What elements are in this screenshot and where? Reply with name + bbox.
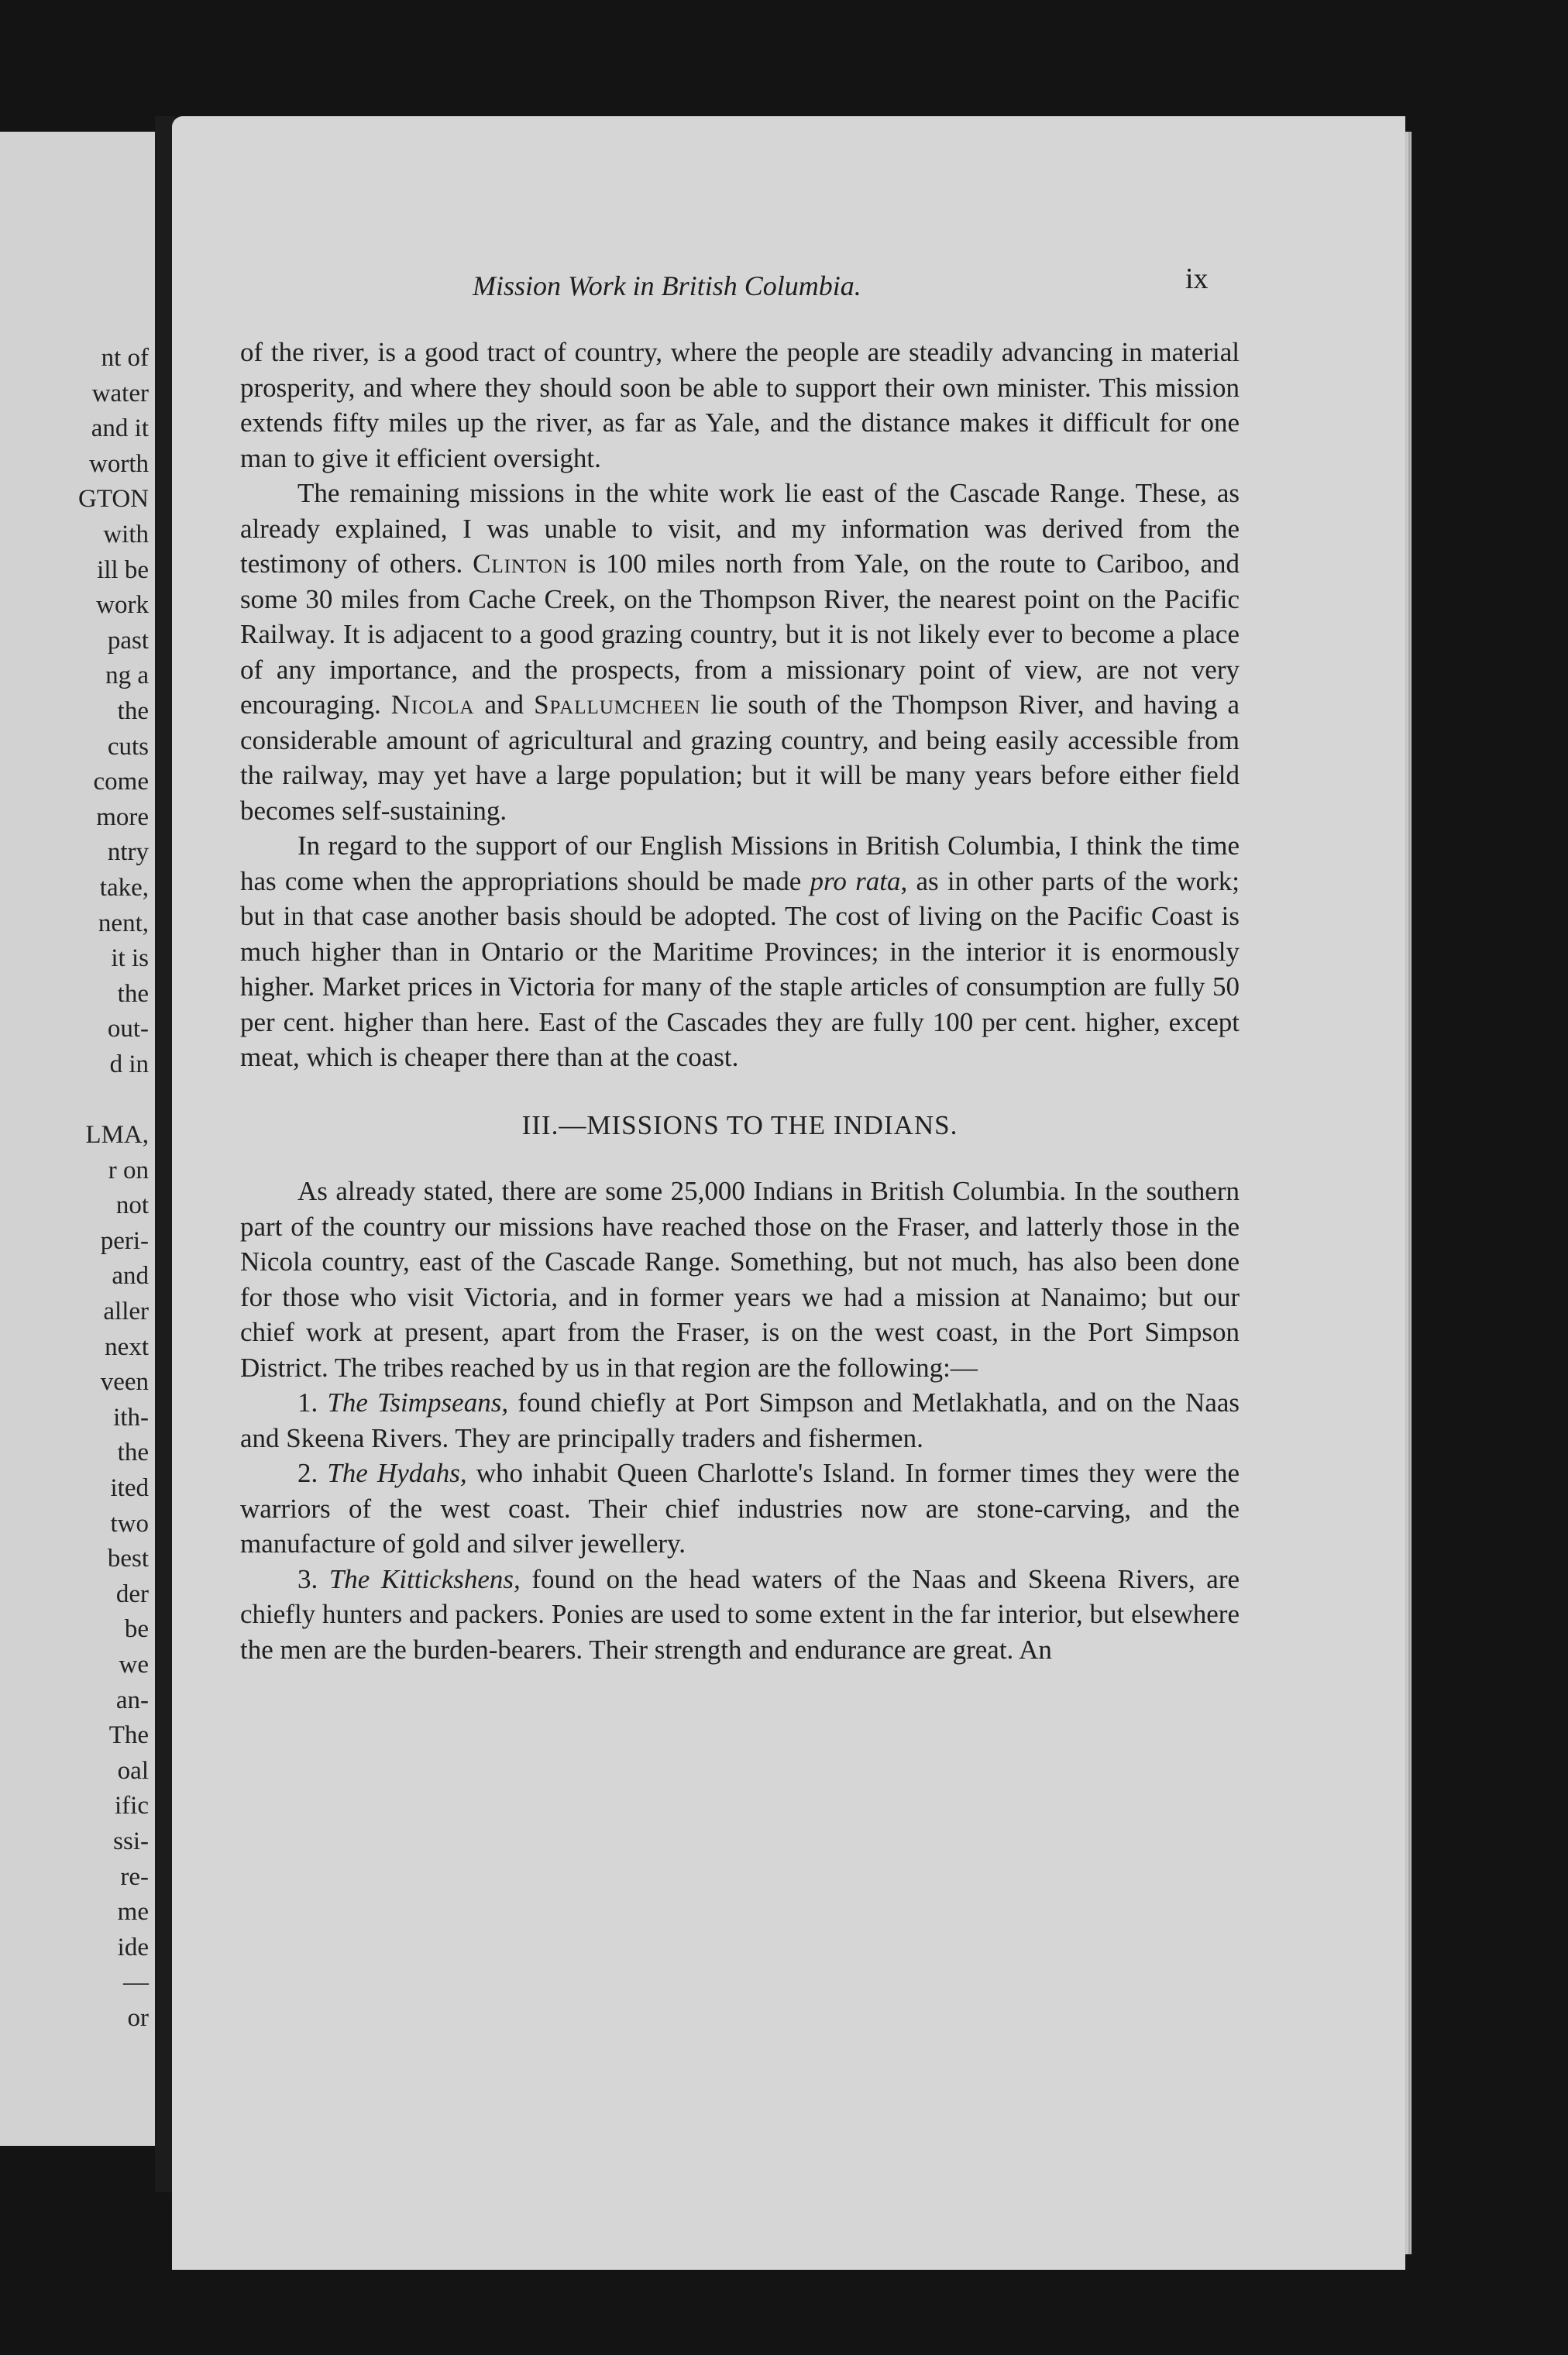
facing-page-fragment: der bbox=[115, 1580, 149, 1608]
facing-page-fragment: two bbox=[110, 1509, 149, 1538]
facing-page-fragment: GTON bbox=[77, 485, 149, 514]
facing-page-fragment: worth bbox=[89, 449, 149, 478]
facing-page-fragment: more bbox=[96, 803, 149, 831]
place-name-nicola: Nicola bbox=[390, 689, 475, 720]
page-body bbox=[240, 335, 1240, 1667]
facing-page-fragment: re- bbox=[120, 1862, 149, 1891]
facing-page-fragment: we bbox=[119, 1650, 149, 1679]
list-number: 3. bbox=[297, 1563, 329, 1594]
place-name-clinton: Clinton bbox=[473, 548, 569, 579]
facing-page-fragment: — bbox=[123, 1968, 149, 1997]
facing-page-fragment: next bbox=[105, 1332, 149, 1361]
facing-page-fragment: ntry bbox=[107, 838, 149, 867]
facing-page-fragment: not bbox=[115, 1191, 149, 1220]
facing-page-fragment: and it bbox=[91, 414, 149, 443]
facing-page-fragment: ide bbox=[117, 1933, 149, 1961]
list-item-text: found on the head waters of the Naas and Skeena Rivers, are chiefly hunters and packers. Ponies are used to some extent in the far interior, but elsewhere the men are the burden-bearers. Their strength and endurance are great. An bbox=[240, 1563, 1240, 1665]
paragraph-2-text-b: is 100 miles north from Yale, on the route to Cariboo, and some 30 miles from Cache Creek, on the Thompson River, the nearest point on the Pacific Railway. It is adjacent to a good grazing country, but it is not likely ever to become a place of any importance, and the prospects, from a missionary point of view, are not very encouraging. bbox=[240, 548, 1240, 720]
section-heading: III.—MISSIONS TO THE INDIANS. bbox=[521, 1109, 958, 1140]
facing-page-fragment: the bbox=[117, 1439, 149, 1467]
paragraph-2 bbox=[240, 476, 1240, 828]
running-head: Mission Work in British Columbia. bbox=[473, 270, 861, 301]
page-number: ix bbox=[1185, 263, 1209, 295]
paragraph-3 bbox=[240, 828, 1240, 1075]
facing-page-fragment: me bbox=[117, 1898, 149, 1927]
facing-page-fragment: work bbox=[96, 591, 149, 620]
facing-page-fragment: r on bbox=[108, 1156, 149, 1184]
facing-page-fragment: ill be bbox=[97, 555, 149, 584]
facing-page-fragment: veen bbox=[100, 1368, 149, 1397]
list-item-text: who inhabit Queen Charlotte's Island. In former times they were the warriors of the west coast. Their chief industries now are stone-carving, and the manufacture of gold and silver jewellery. bbox=[240, 1458, 1240, 1559]
facing-page-fragment: and bbox=[112, 1262, 149, 1291]
facing-page-fragment: nent, bbox=[98, 909, 149, 937]
list-item-kittickshens bbox=[240, 1562, 1240, 1668]
facing-page-fragment: aller bbox=[103, 1298, 149, 1326]
facing-page-fragment: the bbox=[117, 979, 149, 1008]
facing-page-fragment: d in bbox=[109, 1050, 149, 1078]
facing-page-fragment: LMA, bbox=[85, 1121, 149, 1150]
place-name-spallumcheen: Spallumcheen bbox=[534, 689, 701, 720]
paragraph-3-text-b: , as in other parts of the work; but in that case another basis should be adopted. The cost of living on the Pacific Coast is much higher than in Ontario or the Maritime Provinces; in the interior it is enormously higher. Market prices in Victoria for many of the staple articles of consumption are fully 50 per cent. higher than here. East of the Cascades they are fully 100 per cent. higher, except meat, which is cheaper there than at the coast. bbox=[240, 865, 1240, 1072]
facing-page-fragment: ific bbox=[115, 1792, 149, 1820]
facing-page bbox=[0, 132, 155, 2146]
facing-page-fragment: oal bbox=[117, 1756, 149, 1785]
facing-page-fragment: be bbox=[124, 1615, 149, 1644]
tribe-name: The Kittickshens, bbox=[328, 1563, 521, 1594]
list-item-tsimpseans bbox=[240, 1385, 1240, 1456]
tribe-name: The Tsimpseans, bbox=[327, 1387, 509, 1418]
facing-page-fragment: ith- bbox=[113, 1403, 149, 1432]
paragraph-3-text-a: In regard to the support of our English Missions in British Columbia, I think the time has come when the appropriations should be made bbox=[240, 830, 1240, 896]
paragraph-2-text-d: lie south of the Thompson River, and having a considerable amount of agricultural and grazing country, and being easily accessible from the railway, may yet have a large population; but it will be many years before either field becomes self-sustaining. bbox=[240, 689, 1240, 826]
facing-page-fragment: out- bbox=[107, 1015, 149, 1043]
facing-page-fragment: cuts bbox=[107, 732, 149, 761]
tribe-name: The Hydahs, bbox=[327, 1458, 467, 1488]
facing-page-fragment: come bbox=[93, 768, 149, 796]
paragraph-2-text-a: The remaining missions in the white work lie east of the Cascade Range. These, as already explained, I was unable to visit, and my information was derived from the testimony of others. bbox=[240, 478, 1240, 579]
facing-page-fragment: ng a bbox=[105, 662, 149, 690]
facing-page-fragment bbox=[2, 1082, 149, 1118]
facing-page-fragment: best bbox=[107, 1545, 149, 1573]
facing-page-fragment: take, bbox=[99, 873, 149, 902]
list-number: 2. bbox=[297, 1458, 328, 1488]
facing-page-fragment: peri- bbox=[100, 1226, 149, 1255]
facing-page-fragment: an- bbox=[115, 1686, 149, 1714]
list-item-text: found chiefly at Port Simpson and Metlakhatla, and on the Naas and Skeena Rivers. They are principally traders and fishermen. bbox=[240, 1387, 1240, 1453]
list-number: 1. bbox=[297, 1387, 328, 1418]
facing-page-fragment: nt of bbox=[101, 344, 149, 372]
facing-page-fragment: with bbox=[103, 520, 149, 548]
facing-page-fragment: it is bbox=[111, 944, 149, 973]
facing-page-fragment: water bbox=[91, 379, 149, 407]
facing-page-fragment: The bbox=[108, 1721, 149, 1750]
phrase-pro-rata: pro rata bbox=[810, 865, 901, 896]
paragraph-4: As already stated, there are some 25,000 Indians in British Columbia. In the southern part of the country our missions have reached those on the Fraser, and latterly those in the Nicola country, east of the Cascade Range. Something, but not much, has also been done for those who visit Victoria, and in former years we had a mission at Nanaimo; but our chief work at present, apart from the Fraser, is on the west coast, in the Port Simpson District. The tribes reached by us in that region are the following:— bbox=[240, 1176, 1240, 1383]
facing-page-fragment: or bbox=[127, 2003, 149, 2032]
facing-page-fragment: the bbox=[117, 696, 149, 725]
facing-page-fragment: ssi- bbox=[113, 1827, 149, 1855]
paragraph-1: of the river, is a good tract of country, where the people are steadily advancing in material prosperity, and where they should soon be able to support their own minister. This mission extends fifty miles up the river, as far as Yale, and the distance makes it difficult for one man to give it efficient oversight. bbox=[240, 337, 1240, 473]
list-item-hydahs bbox=[240, 1456, 1240, 1562]
facing-page-text-fragments bbox=[2, 341, 149, 2037]
facing-page-fragment: ited bbox=[110, 1474, 149, 1502]
facing-page-fragment: past bbox=[107, 626, 149, 655]
paragraph-2-text-c: and bbox=[474, 689, 535, 720]
